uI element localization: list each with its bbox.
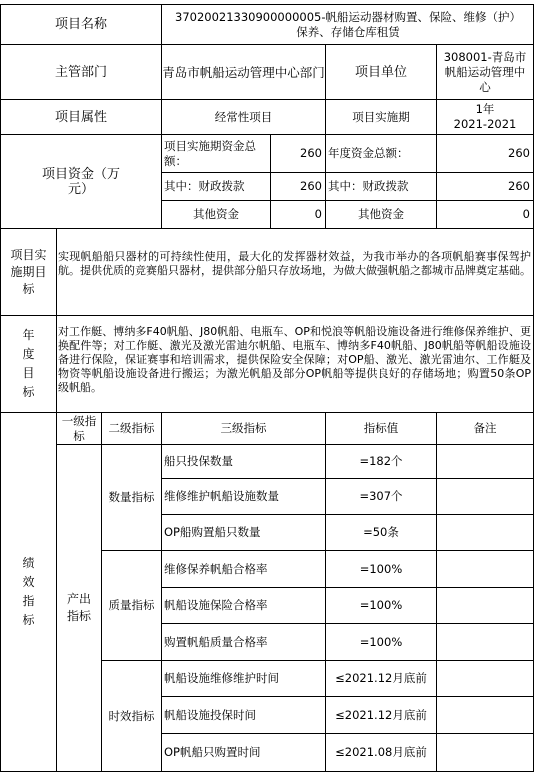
header-level1: 一级指标 [61,413,97,443]
project-name-label: 项目名称 [54,17,107,32]
indicator-row-5: 帆船设施保险合格率 [164,598,268,612]
indicator-row-8: 帆船设施投保时间 [164,707,256,722]
period-range: 2021-2021 [453,117,517,131]
indicator-row-1: 船只投保数量 [164,454,233,468]
period-years: 1年 [475,102,495,116]
header-remark: 备注 [473,421,497,435]
performance-label: 绩效指标 [22,556,35,627]
annual-goal-label: 年度目标 [22,328,35,399]
attribute-value: 经常性项目 [214,109,273,124]
indicator-row-9: OP帆船只购置时间 [164,745,261,759]
indicator-row-2: 维修维护帆船设施数量 [164,489,279,503]
value-row-6: =100% [359,634,403,649]
funds-other-value: 0 [314,207,322,221]
funds-fiscal-label: 其中：财政拨款 [164,179,245,193]
header-level2: 二级指标 [108,421,155,435]
value-row-3: =50条 [363,525,399,539]
unit-label: 项目单位 [354,64,407,80]
level1-output: 产出指标 [66,592,91,623]
value-row-1: =182个 [359,454,403,468]
value-row-2: =307个 [359,489,403,503]
group-timeliness: 时效指标 [108,708,155,723]
value-row-8: ≤2021.12月底前 [335,707,427,722]
period-label: 项目实施期 [352,109,410,124]
header-value: 指标值 [363,421,399,435]
period-goal-label: 项目实施期目标 [10,247,47,296]
department-value: 青岛市帆船运动管理中心部门 [162,64,325,80]
funds-fiscal-value-2: 260 [508,179,530,193]
project-name-value: 37020021330900000005-帆船运动器材购置、保险、维修（护）保养、存储仓库租赁 [175,9,521,39]
period-value [437,100,533,134]
funds-annual-label: 年度资金总额： [328,146,409,160]
department-label: 主管部门 [54,64,107,80]
group-quantity: 数量指标 [108,490,155,504]
annual-goal-text: 对工作艇、博纳多F40帆船、J80帆船、电瓶车、OP和悦浪等帆船设施设备进行维修保养维护、更换配件等；对工作艇、激光及激光雷迪尔帆船、电瓶车、博纳多F40帆船、J80帆船等帆船设施设备进行保险，保证赛事和培训需求，提供保险安全保障；对OP船、激光、激光雷迪尔、工作艇及物资等帆船设施设备进行搬运；为激光帆船及部分OP帆船等提供良好的存储场地；购置50条OP级帆船。 [58,325,531,394]
funds-other-value-2: 0 [522,207,530,221]
funds-total-label: 项目实施期资金总额： [164,138,256,168]
indicator-row-3: OP船购置船只数量 [164,525,261,539]
unit-value: 308001-青岛市帆船运动管理中心 [443,49,527,94]
funds-label: 项目资金（万元） [41,166,120,197]
value-row-5: =100% [359,598,403,612]
period-goal-text: 实现帆船船只器材的可持续性使用，最大化的发挥器材效益，为我市举办的各项帆船赛事保驾护航。提供优质的竞赛船只器材，提供部分船只存放场地，为做大做强帆船之都城市品牌奠定基础。 [58,250,531,277]
group-quality: 质量指标 [108,598,155,612]
funds-other-label-2: 其他资金 [358,207,404,221]
funds-total-value: 260 [300,146,322,160]
indicator-row-6: 购置帆船质量合格率 [164,634,268,649]
value-row-4: =100% [359,561,403,576]
value-row-9: ≤2021.08月底前 [335,745,427,759]
funds-annual-value: 260 [508,146,530,160]
header-level3: 三级指标 [220,421,267,435]
indicator-row-7: 帆船设施维修维护时间 [164,671,279,685]
funds-fiscal-label-2: 其中：财政拨款 [328,179,409,193]
indicator-row-4: 维修保养帆船合格率 [164,561,268,576]
value-row-7: ≤2021.12月底前 [335,671,427,685]
funds-fiscal-value: 260 [300,179,322,193]
attribute-label: 项目属性 [54,109,107,125]
funds-other-label: 其他资金 [193,207,239,221]
